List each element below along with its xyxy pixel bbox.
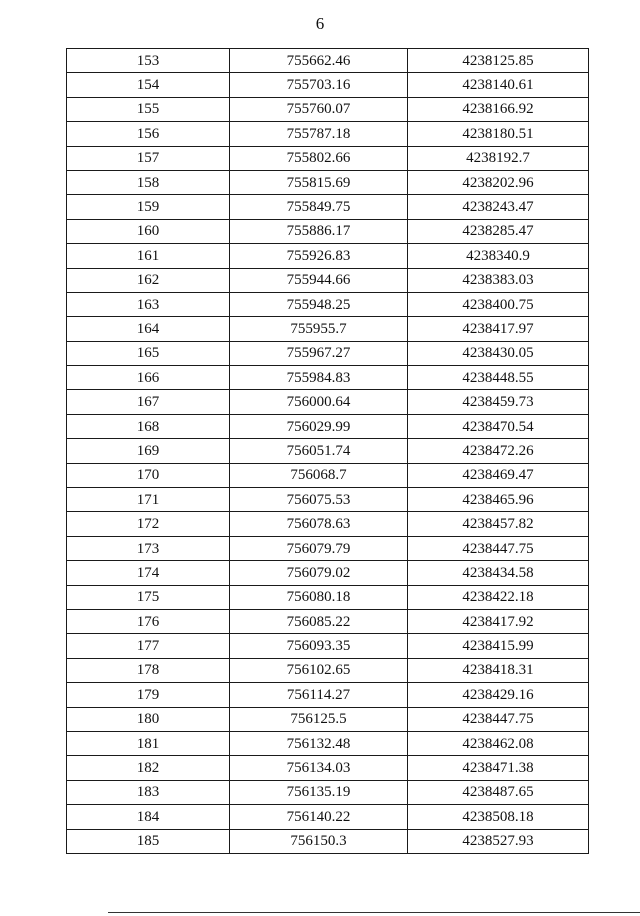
y-coordinate-cell: 4238340.9 — [408, 244, 589, 268]
x-coordinate-cell: 756140.22 — [230, 805, 408, 829]
y-coordinate-cell: 4238430.05 — [408, 341, 589, 365]
point-number-cell: 164 — [67, 317, 230, 341]
table-row — [67, 317, 589, 341]
point-number-cell: 165 — [67, 341, 230, 365]
point-number-cell: 180 — [67, 707, 230, 731]
point-number-cell: 161 — [67, 244, 230, 268]
point-number-cell: 155 — [67, 97, 230, 121]
table-row — [67, 805, 589, 829]
x-coordinate-cell: 756078.63 — [230, 512, 408, 536]
point-number-cell: 159 — [67, 195, 230, 219]
x-coordinate-cell: 756000.64 — [230, 390, 408, 414]
x-coordinate-cell: 756051.74 — [230, 439, 408, 463]
y-coordinate-cell: 4238470.54 — [408, 414, 589, 438]
point-number-cell: 176 — [67, 609, 230, 633]
point-number-cell: 174 — [67, 561, 230, 585]
y-coordinate-cell: 4238140.61 — [408, 73, 589, 97]
point-number-cell: 170 — [67, 463, 230, 487]
x-coordinate-cell: 756135.19 — [230, 780, 408, 804]
y-coordinate-cell: 4238459.73 — [408, 390, 589, 414]
table-row — [67, 73, 589, 97]
table-row — [67, 488, 589, 512]
point-number-cell: 182 — [67, 756, 230, 780]
point-number-cell: 162 — [67, 268, 230, 292]
point-number-cell: 158 — [67, 170, 230, 194]
point-number-cell: 183 — [67, 780, 230, 804]
x-coordinate-cell: 755662.46 — [230, 49, 408, 73]
table-row — [67, 609, 589, 633]
table-row — [67, 219, 589, 243]
table-row — [67, 634, 589, 658]
x-coordinate-cell: 756093.35 — [230, 634, 408, 658]
point-number-cell: 175 — [67, 585, 230, 609]
y-coordinate-cell: 4238527.93 — [408, 829, 589, 853]
y-coordinate-cell: 4238469.47 — [408, 463, 589, 487]
table-row — [67, 341, 589, 365]
x-coordinate-cell: 755849.75 — [230, 195, 408, 219]
x-coordinate-cell: 755967.27 — [230, 341, 408, 365]
y-coordinate-cell: 4238487.65 — [408, 780, 589, 804]
point-number-cell: 178 — [67, 658, 230, 682]
y-coordinate-cell: 4238429.16 — [408, 683, 589, 707]
table-row — [67, 731, 589, 755]
table-row — [67, 463, 589, 487]
table-row — [67, 390, 589, 414]
y-coordinate-cell: 4238472.26 — [408, 439, 589, 463]
point-number-cell: 181 — [67, 731, 230, 755]
coordinates-table — [66, 48, 589, 854]
point-number-cell: 169 — [67, 439, 230, 463]
x-coordinate-cell: 755955.7 — [230, 317, 408, 341]
table-row — [67, 170, 589, 194]
y-coordinate-cell: 4238243.47 — [408, 195, 589, 219]
x-coordinate-cell: 756080.18 — [230, 585, 408, 609]
y-coordinate-cell: 4238180.51 — [408, 122, 589, 146]
point-number-cell: 166 — [67, 366, 230, 390]
point-number-cell: 167 — [67, 390, 230, 414]
point-number-cell: 154 — [67, 73, 230, 97]
point-number-cell: 156 — [67, 122, 230, 146]
point-number-cell: 173 — [67, 536, 230, 560]
table-row — [67, 512, 589, 536]
table-row — [67, 122, 589, 146]
y-coordinate-cell: 4238508.18 — [408, 805, 589, 829]
point-number-cell: 184 — [67, 805, 230, 829]
y-coordinate-cell: 4238462.08 — [408, 731, 589, 755]
x-coordinate-cell: 756132.48 — [230, 731, 408, 755]
table-row — [67, 195, 589, 219]
y-coordinate-cell: 4238447.75 — [408, 707, 589, 731]
x-coordinate-cell: 755815.69 — [230, 170, 408, 194]
table-row — [67, 536, 589, 560]
table-row — [67, 292, 589, 316]
y-coordinate-cell: 4238417.97 — [408, 317, 589, 341]
y-coordinate-cell: 4238465.96 — [408, 488, 589, 512]
table-row — [67, 97, 589, 121]
point-number-cell: 160 — [67, 219, 230, 243]
y-coordinate-cell: 4238422.18 — [408, 585, 589, 609]
point-number-cell: 177 — [67, 634, 230, 658]
table-row — [67, 49, 589, 73]
coordinates-table-body — [67, 49, 589, 854]
page-number: 6 — [315, 14, 325, 33]
x-coordinate-cell: 755760.07 — [230, 97, 408, 121]
y-coordinate-cell: 4238202.96 — [408, 170, 589, 194]
x-coordinate-cell: 755948.25 — [230, 292, 408, 316]
y-coordinate-cell: 4238447.75 — [408, 536, 589, 560]
point-number-cell: 179 — [67, 683, 230, 707]
x-coordinate-cell: 755984.83 — [230, 366, 408, 390]
x-coordinate-cell: 756029.99 — [230, 414, 408, 438]
table-row — [67, 585, 589, 609]
y-coordinate-cell: 4238471.38 — [408, 756, 589, 780]
table-row — [67, 780, 589, 804]
y-coordinate-cell: 4238166.92 — [408, 97, 589, 121]
y-coordinate-cell: 4238448.55 — [408, 366, 589, 390]
y-coordinate-cell: 4238400.75 — [408, 292, 589, 316]
table-row — [67, 707, 589, 731]
x-coordinate-cell: 756134.03 — [230, 756, 408, 780]
point-number-cell: 168 — [67, 414, 230, 438]
y-coordinate-cell: 4238415.99 — [408, 634, 589, 658]
table-row — [67, 244, 589, 268]
y-coordinate-cell: 4238434.58 — [408, 561, 589, 585]
table-row — [67, 414, 589, 438]
x-coordinate-cell: 755802.66 — [230, 146, 408, 170]
y-coordinate-cell: 4238285.47 — [408, 219, 589, 243]
table-row — [67, 561, 589, 585]
y-coordinate-cell: 4238418.31 — [408, 658, 589, 682]
point-number-cell: 185 — [67, 829, 230, 853]
x-coordinate-cell: 755703.16 — [230, 73, 408, 97]
bottom-rule — [108, 912, 640, 913]
y-coordinate-cell: 4238125.85 — [408, 49, 589, 73]
x-coordinate-cell: 756114.27 — [230, 683, 408, 707]
x-coordinate-cell: 756079.79 — [230, 536, 408, 560]
point-number-cell: 171 — [67, 488, 230, 512]
point-number-cell: 163 — [67, 292, 230, 316]
table-row — [67, 366, 589, 390]
y-coordinate-cell: 4238192.7 — [408, 146, 589, 170]
y-coordinate-cell: 4238457.82 — [408, 512, 589, 536]
point-number-cell: 157 — [67, 146, 230, 170]
x-coordinate-cell: 756068.7 — [230, 463, 408, 487]
table-row — [67, 829, 589, 853]
x-coordinate-cell: 756150.3 — [230, 829, 408, 853]
table-row — [67, 439, 589, 463]
point-number-cell: 153 — [67, 49, 230, 73]
table-row — [67, 268, 589, 292]
x-coordinate-cell: 756079.02 — [230, 561, 408, 585]
x-coordinate-cell: 755944.66 — [230, 268, 408, 292]
x-coordinate-cell: 756085.22 — [230, 609, 408, 633]
x-coordinate-cell: 755926.83 — [230, 244, 408, 268]
x-coordinate-cell: 755886.17 — [230, 219, 408, 243]
point-number-cell: 172 — [67, 512, 230, 536]
table-row — [67, 683, 589, 707]
x-coordinate-cell: 756075.53 — [230, 488, 408, 512]
table-row — [67, 658, 589, 682]
y-coordinate-cell: 4238383.03 — [408, 268, 589, 292]
x-coordinate-cell: 756125.5 — [230, 707, 408, 731]
table-row — [67, 756, 589, 780]
table-row — [67, 146, 589, 170]
x-coordinate-cell: 756102.65 — [230, 658, 408, 682]
y-coordinate-cell: 4238417.92 — [408, 609, 589, 633]
x-coordinate-cell: 755787.18 — [230, 122, 408, 146]
